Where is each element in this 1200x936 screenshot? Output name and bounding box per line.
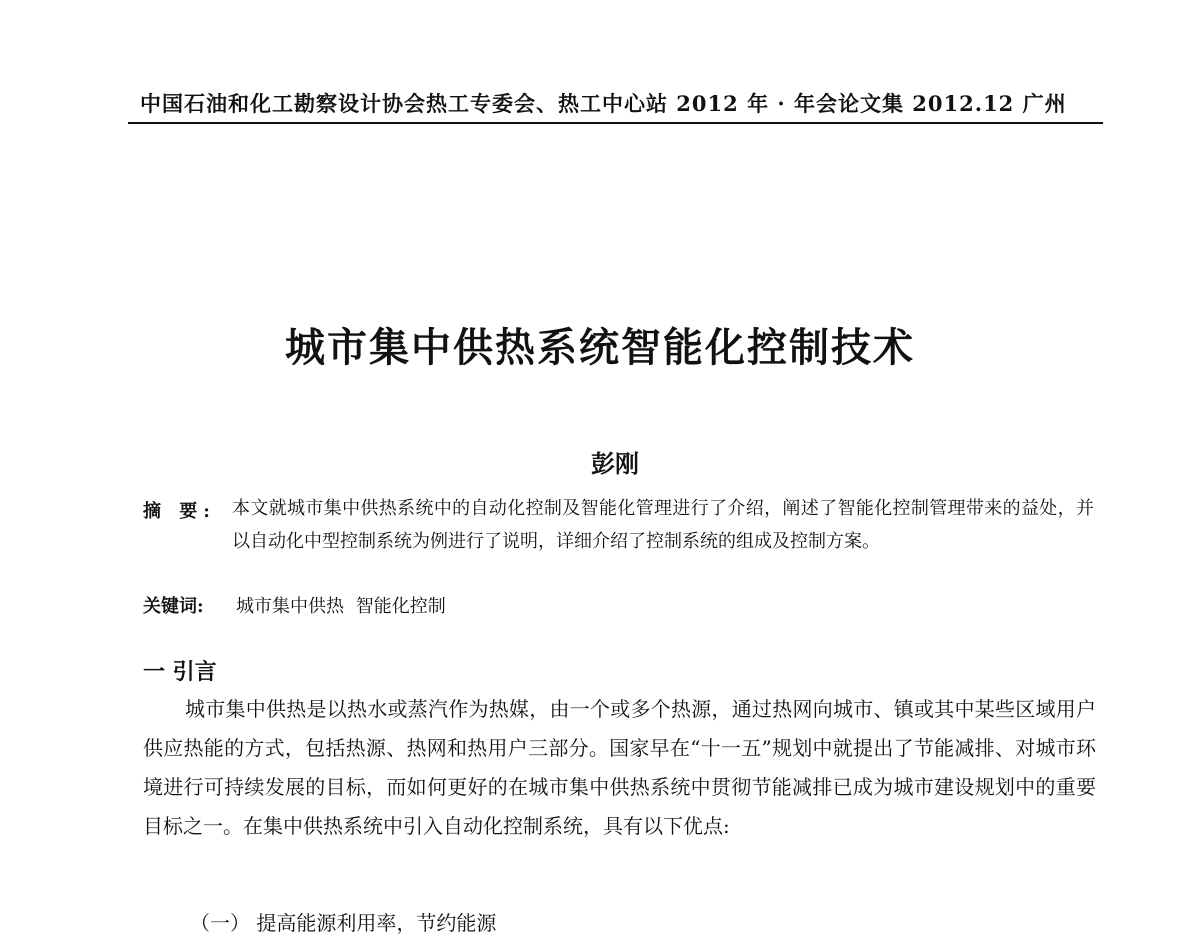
list-item: （一） 提高能源利用率，节约能源 — [190, 911, 497, 935]
paper-title: 城市集中供热系统智能化控制技术 — [285, 325, 915, 371]
body-paragraph: 城市集中供热是以热水或蒸汽作为热媒，由一个或多个热源，通过热网向城市、镇或其中某些区域用户供应热能的方式，包括热源、热网和热用户三部分。国家早在“十一五”规划中就提出了节能减排、对城市环境进行可持续发展的目标，而如何更好的在城市集中供热系统中贯彻节能减排已成为城市建设规划中的重要目标之一。在集中供热系统中引入自动化控制系统，具有以下优点: — [143, 697, 1096, 838]
abstract-label: 摘 要: — [143, 501, 216, 522]
author-name: 彭刚 — [591, 449, 639, 478]
running-header: 中国石油和化工勘察设计协会热工专委会、热工中心站 2012 年 · 年会论文集 2012.12 广州 — [140, 91, 1067, 116]
abstract-text: 本文就城市集中供热系统中的自动化控制及智能化管理进行了介绍，阐述了智能化控制管理带来的益处，并以自动化中型控制系统为例进行了说明，详细介绍了控制系统的组成及控制方案。 — [232, 498, 1094, 552]
keywords-label: 关键词: — [143, 596, 204, 617]
header-rule — [128, 122, 1103, 124]
section-heading: 一 引言 — [143, 660, 217, 685]
keywords-text: 城市集中供热 智能化控制 — [236, 596, 446, 617]
